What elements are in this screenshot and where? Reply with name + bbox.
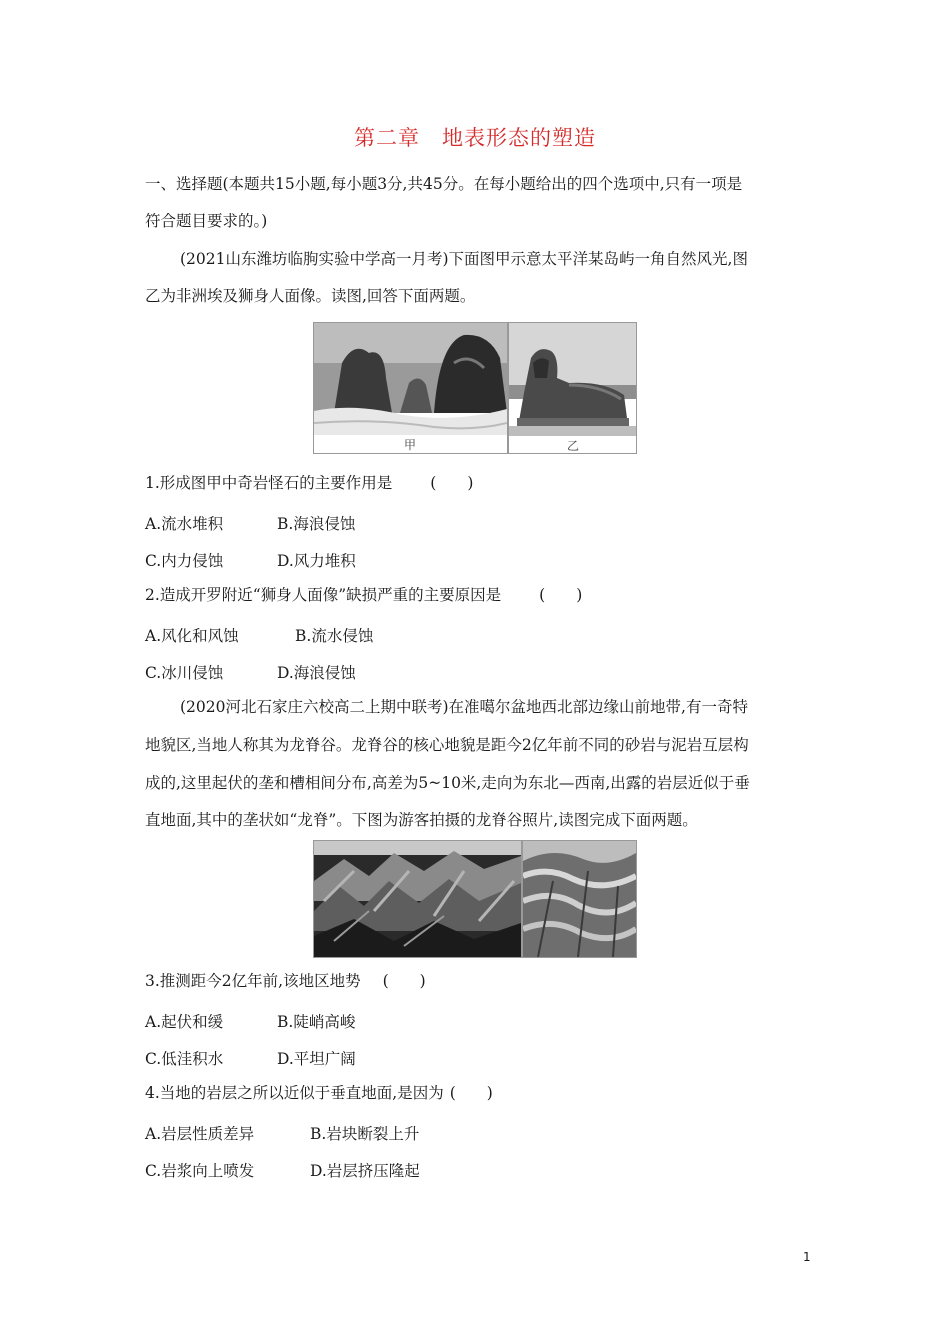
intro2-line2: 地貌区,当地人称其为龙脊谷。龙脊谷的核心地貌是距今2亿年前不同的砂岩与泥岩互层构 xyxy=(145,736,749,754)
q4-option-a: A.岩层性质差异 xyxy=(145,1125,255,1143)
intro2-line4: 直地面,其中的垄状如“龙脊”。下图为游客拍摄的龙脊谷照片,读图完成下面两题。 xyxy=(145,811,698,829)
q2-option-d: D.海浪侵蚀 xyxy=(277,664,356,682)
q3-option-c: C.低洼积水 xyxy=(145,1050,224,1068)
intro1-line1: (2021山东潍坊临朐实验中学高一月考)下面图甲示意太平洋某岛屿一角自然风光,图 xyxy=(180,250,748,268)
q3-stem-text: 3.推测距今2亿年前,该地区地势 xyxy=(145,972,361,990)
q2-option-a: A.风化和风蚀 xyxy=(145,627,239,645)
figure-dragon-ridge-left xyxy=(313,840,522,958)
q1-stem-text: 1.形成图甲中奇岩怪石的主要作用是 xyxy=(145,474,393,492)
q2-option-b: B.流水侵蚀 xyxy=(295,627,374,645)
q3-option-a: A.起伏和缓 xyxy=(145,1013,224,1031)
figure-jia-island-rocks xyxy=(313,322,508,454)
q4-option-c: C.岩浆向上喷发 xyxy=(145,1162,255,1180)
q4-option-d: D.岩层挤压隆起 xyxy=(310,1162,420,1180)
q3-option-d: D.平坦广阔 xyxy=(277,1050,356,1068)
q4-option-b: B.岩块断裂上升 xyxy=(310,1125,420,1143)
dragon-ridge-image-left xyxy=(314,841,521,957)
q3-option-b: B.陡峭高峻 xyxy=(277,1013,356,1031)
q1-option-a: A.流水堆积 xyxy=(145,515,224,533)
chapter-title: 第二章 地表形态的塑造 xyxy=(354,126,596,150)
q2-stem-text: 2.造成开罗附近“狮身人面像”缺损严重的主要原因是 xyxy=(145,586,502,604)
intro2-line3: 成的,这里起伏的垄和槽相间分布,高差为5~10米,走向为东北—西南,出露的岩层近似于垂 xyxy=(145,774,750,792)
q1-option-c: C.内力侵蚀 xyxy=(145,552,224,570)
q1-stem xyxy=(145,468,810,498)
q2-answer-bracket: ( ) xyxy=(539,586,583,604)
figure-label-jia: 甲 xyxy=(404,438,417,452)
q2-stem xyxy=(145,580,810,610)
q1-option-b: B.海浪侵蚀 xyxy=(277,515,356,533)
q2-option-c: C.冰川侵蚀 xyxy=(145,664,224,682)
q3-stem xyxy=(145,966,810,996)
island-rocks-image xyxy=(314,323,507,453)
section-heading-line1: 一、选择题(本题共15小题,每小题3分,共45分。在每小题给出的四个选项中,只有一项是 xyxy=(145,175,743,193)
intro1-line2: 乙为非洲埃及狮身人面像。读图,回答下面两题。 xyxy=(145,287,476,305)
dragon-ridge-image-right xyxy=(523,841,636,957)
q1-option-d: D.风力堆积 xyxy=(277,552,356,570)
figure-dragon-ridge-right xyxy=(522,840,637,958)
page-number: 1 xyxy=(803,1250,811,1264)
section-heading-line2: 符合题目要求的。) xyxy=(145,212,268,230)
q1-answer-bracket: ( ) xyxy=(430,474,474,492)
q4-answer-bracket: ( ) xyxy=(449,1084,493,1102)
q4-stem-text: 4.当地的岩层之所以近似于垂直地面,是因为 xyxy=(145,1084,444,1102)
figure-yi-sphinx xyxy=(508,322,637,454)
sphinx-image xyxy=(509,323,636,453)
intro2-line1: (2020河北石家庄六校高二上期中联考)在准噶尔盆地西北部边缘山前地带,有一奇特 xyxy=(180,698,748,716)
q4-stem xyxy=(145,1078,810,1108)
q3-answer-bracket: ( ) xyxy=(382,972,426,990)
figure-label-yi: 乙 xyxy=(567,439,580,453)
